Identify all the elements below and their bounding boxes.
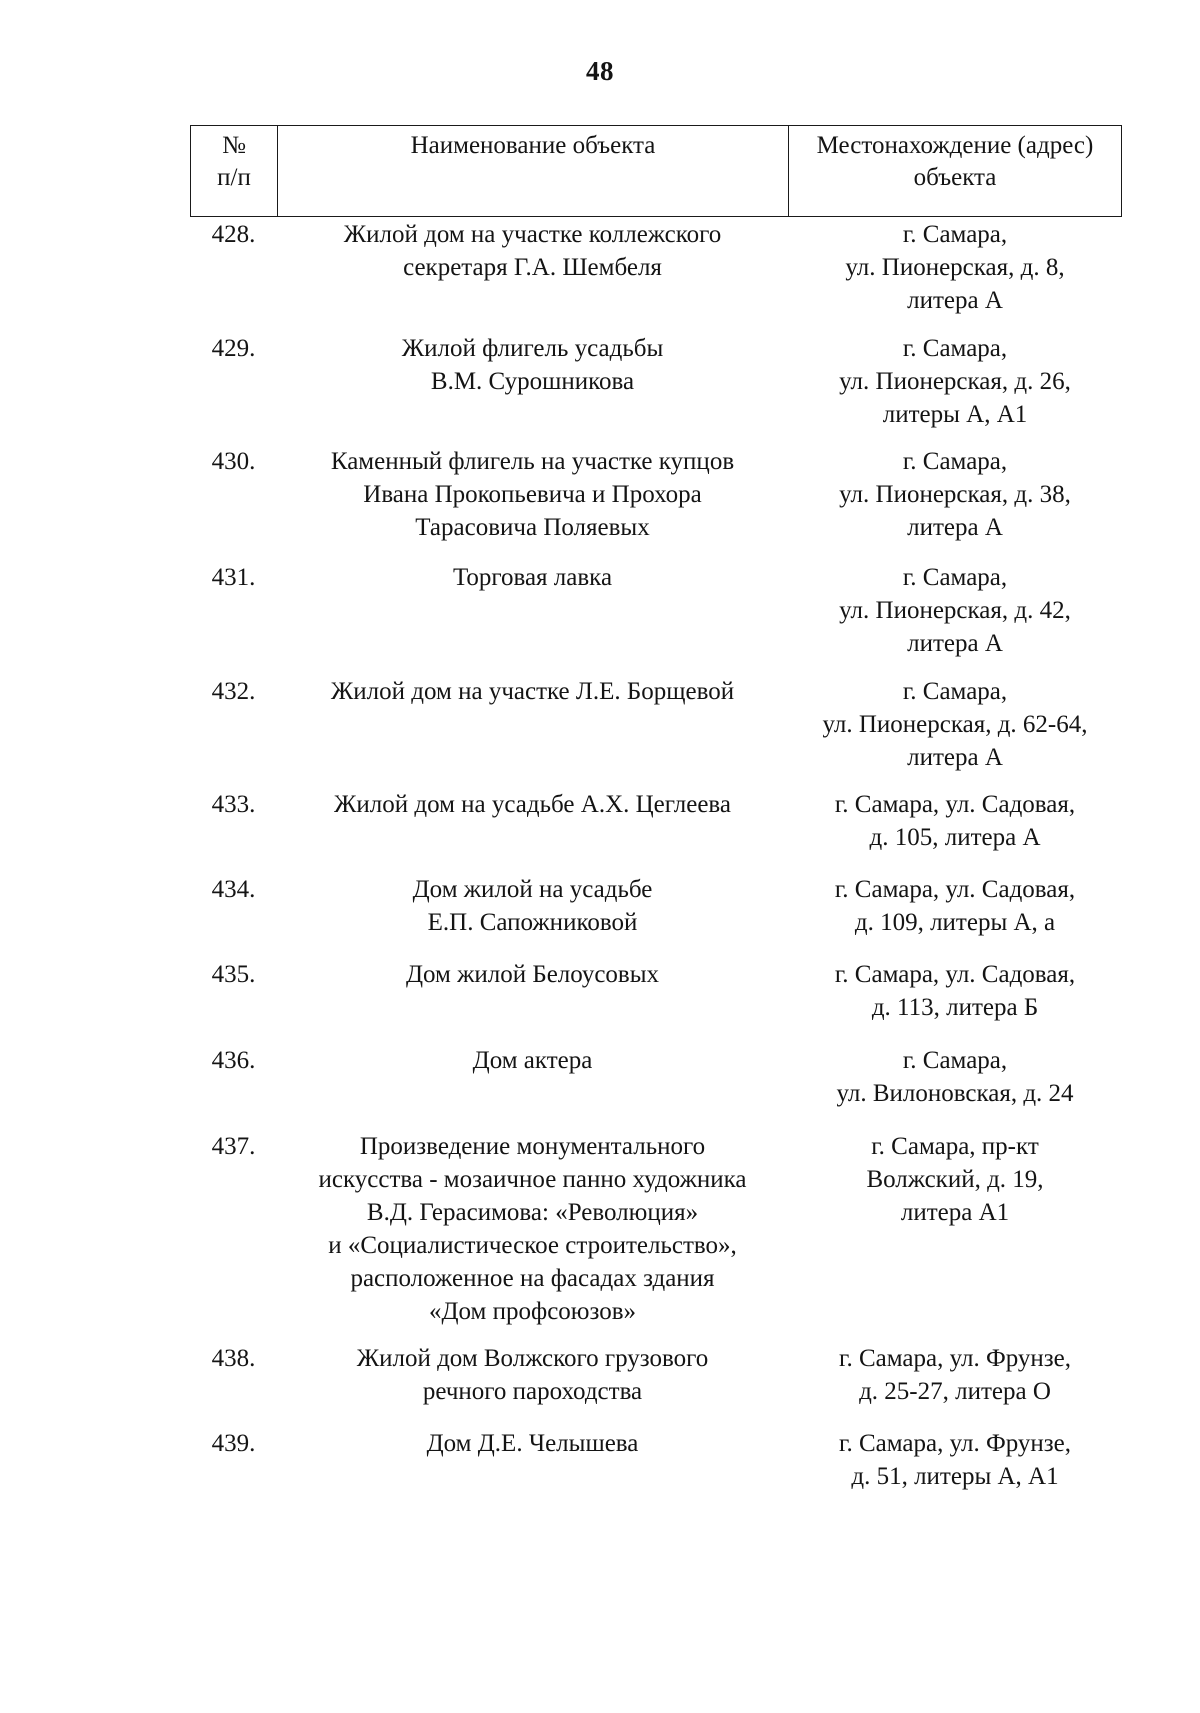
- row-number: 432.: [211, 678, 256, 705]
- address-line: г. Самара,: [902, 448, 1008, 475]
- object-name: [277, 675, 788, 708]
- row-number: 438.: [211, 1345, 256, 1372]
- object-name-line: Жилой дом на участке коллежского: [343, 221, 722, 248]
- address-line: г. Самара, ул. Садовая,: [834, 961, 1076, 988]
- row-number: 435.: [211, 961, 256, 988]
- object-address: [788, 675, 1122, 774]
- object-name-line: и «Социалистическое строительство»,: [328, 1232, 737, 1259]
- object-address: [788, 788, 1122, 854]
- object-address: [788, 1427, 1122, 1493]
- row-number: 431.: [211, 564, 256, 591]
- address-line: д. 113, литера Б: [871, 994, 1039, 1021]
- object-name-line: Е.П. Сапожниковой: [427, 909, 638, 936]
- address-line: Волжский, д. 19,: [866, 1166, 1044, 1193]
- address-line: ул. Вилоновская, д. 24: [836, 1080, 1074, 1107]
- object-name: [277, 958, 788, 991]
- object-name: [277, 445, 788, 544]
- object-address: [788, 445, 1122, 544]
- header-address-column: [789, 126, 1121, 216]
- object-address: [788, 958, 1122, 1024]
- object-name-line: Тарасовича Поляевых: [415, 514, 650, 541]
- address-line: литера А: [907, 514, 1003, 541]
- address-line: д. 25-27, литера О: [859, 1378, 1051, 1405]
- header-number-column: [191, 126, 278, 216]
- object-name-line: В.Д. Герасимова: «Революция»: [366, 1199, 699, 1226]
- row-number: 429.: [211, 335, 256, 362]
- address-line: литеры А, А1: [882, 401, 1028, 428]
- header-address-label-line1: Местонахождение (адрес): [816, 132, 1094, 159]
- address-line: г. Самара, пр-кт: [871, 1133, 1039, 1160]
- header-number-abbrev: п/п: [217, 164, 251, 191]
- address-line: г. Самара,: [902, 221, 1008, 248]
- object-name-line: Жилой флигель усадьбы: [401, 335, 664, 362]
- object-address: [788, 873, 1122, 939]
- object-address: [788, 1342, 1122, 1408]
- object-name: [277, 218, 788, 284]
- address-line: г. Самара, ул. Фрунзе,: [839, 1345, 1071, 1372]
- address-line: ул. Пионерская, д. 26,: [839, 368, 1071, 395]
- object-name: [277, 1130, 788, 1328]
- object-name-line: Жилой дом Волжского грузового: [356, 1345, 709, 1372]
- object-name-line: искусства - мозаичное панно художника: [318, 1166, 747, 1193]
- object-address: [788, 332, 1122, 431]
- row-number: 434.: [211, 876, 256, 903]
- object-name-line: секретаря Г.А. Шембеля: [403, 254, 662, 281]
- address-line: ул. Пионерская, д. 38,: [839, 481, 1071, 508]
- header-name-label: Наименование объекта: [410, 132, 656, 159]
- row-number: 439.: [211, 1430, 256, 1457]
- page-number: 48: [586, 56, 614, 86]
- object-name: [277, 1044, 788, 1077]
- object-name-line: Жилой дом на участке Л.Е. Борщевой: [330, 678, 735, 705]
- object-name-line: расположенное на фасадах здания: [350, 1265, 715, 1292]
- object-address: [788, 218, 1122, 317]
- object-name-line: Каменный флигель на участке купцов: [330, 448, 735, 475]
- row-number: 436.: [211, 1047, 256, 1074]
- address-line: д. 109, литеры А, а: [854, 909, 1056, 936]
- row-number: 428.: [211, 221, 256, 248]
- object-name: [277, 873, 788, 939]
- object-name-line: Дом Д.Е. Челышева: [426, 1430, 639, 1457]
- object-name: [277, 1342, 788, 1408]
- address-line: г. Самара,: [902, 335, 1008, 362]
- object-address: [788, 1130, 1122, 1229]
- row-number: 433.: [211, 791, 256, 818]
- object-name-line: Дом жилой на усадьбе: [412, 876, 653, 903]
- object-name-line: В.М. Сурошникова: [430, 368, 635, 395]
- object-name-line: Жилой дом на усадьбе А.Х. Цеглеева: [333, 791, 731, 818]
- address-line: д. 105, литера А: [869, 824, 1041, 851]
- object-name-line: «Дом профсоюзов»: [428, 1298, 637, 1325]
- address-line: г. Самара, ул. Фрунзе,: [839, 1430, 1071, 1457]
- object-name: [277, 332, 788, 398]
- header-number-symbol: №: [222, 132, 246, 159]
- object-name-line: речного пароходства: [422, 1378, 643, 1405]
- object-name: [277, 788, 788, 821]
- object-name: [277, 1427, 788, 1460]
- header-name-column: [278, 126, 789, 216]
- header-address-label-line2: объекта: [913, 164, 997, 191]
- address-line: г. Самара, ул. Садовая,: [834, 876, 1076, 903]
- address-line: ул. Пионерская, д. 62-64,: [822, 711, 1088, 738]
- address-line: литера А: [907, 287, 1003, 314]
- object-name: [277, 561, 788, 594]
- address-line: г. Самара,: [902, 564, 1008, 591]
- object-name-line: Произведение монументального: [359, 1133, 706, 1160]
- object-name-line: Ивана Прокопьевича и Прохора: [363, 481, 702, 508]
- address-line: ул. Пионерская, д. 8,: [845, 254, 1065, 281]
- object-name-line: Дом актера: [472, 1047, 593, 1074]
- address-line: г. Самара, ул. Садовая,: [834, 791, 1076, 818]
- address-line: ул. Пионерская, д. 42,: [839, 597, 1071, 624]
- table-header: [190, 125, 1122, 217]
- row-number: 437.: [211, 1133, 256, 1160]
- object-name-line: Дом жилой Белоусовых: [405, 961, 660, 988]
- address-line: г. Самара,: [902, 1047, 1008, 1074]
- address-line: литера А: [907, 630, 1003, 657]
- address-line: литера А1: [900, 1199, 1010, 1226]
- address-line: д. 51, литеры А, А1: [851, 1463, 1059, 1490]
- object-address: [788, 1044, 1122, 1110]
- object-address: [788, 561, 1122, 660]
- row-number: 430.: [211, 448, 256, 475]
- address-line: г. Самара,: [902, 678, 1008, 705]
- object-name-line: Торговая лавка: [452, 564, 613, 591]
- address-line: литера А: [907, 744, 1003, 771]
